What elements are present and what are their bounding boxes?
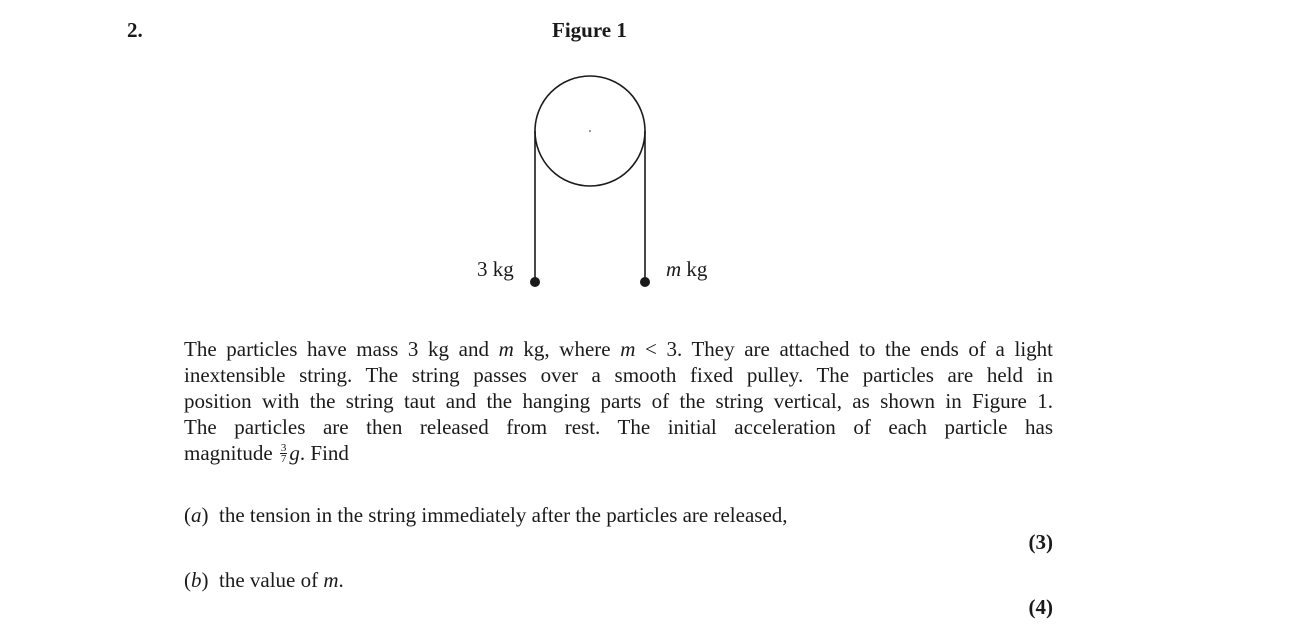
question-paragraph — [184, 336, 1053, 466]
part-a-marks: (3) — [1028, 530, 1053, 554]
part-a: (a) the tension in the string immediately after the particles are released, — [184, 503, 788, 527]
mass-right-variable: m — [666, 257, 682, 281]
part-a-letter: a — [191, 503, 202, 527]
mass-right-label — [666, 257, 707, 282]
question-number: 2. — [127, 18, 143, 42]
paragraph-line-1: The particles have mass 3 kg and m kg, where m < 3. They are attached to the ends of a light — [184, 337, 1053, 361]
part-b: (b) the value of m. — [184, 568, 344, 592]
mass-left-label: 3 kg — [477, 257, 514, 281]
particle-right — [640, 277, 650, 287]
paragraph-line-4: The particles are then released from rest. The initial acceleration of each particle has — [184, 415, 1053, 439]
pulley-center — [589, 130, 591, 132]
part-a-text: the tension in the string immediately after the particles are released, — [219, 503, 788, 527]
paragraph-line-3: position with the string taut and the hanging parts of the string vertical, as shown in Figure 1. — [184, 389, 1053, 413]
fraction-denominator: 7 — [280, 452, 287, 465]
part-b-marks: (4) — [1028, 595, 1053, 619]
paragraph-line-2: inextensible string. The string passes over a smooth fixed pulley. The particles are held in — [184, 363, 1053, 387]
particle-left — [530, 277, 540, 287]
fraction-numerator: 3 — [280, 441, 287, 454]
figure-title: Figure 1 — [552, 18, 627, 42]
part-b-letter: b — [191, 568, 202, 592]
fraction — [280, 443, 288, 464]
mass-right-unit: kg — [681, 257, 708, 281]
paragraph-line-5: magnitude $\frac{3}{7}$ g. Find — [184, 441, 349, 465]
part-b-text: the value of — [219, 568, 324, 592]
